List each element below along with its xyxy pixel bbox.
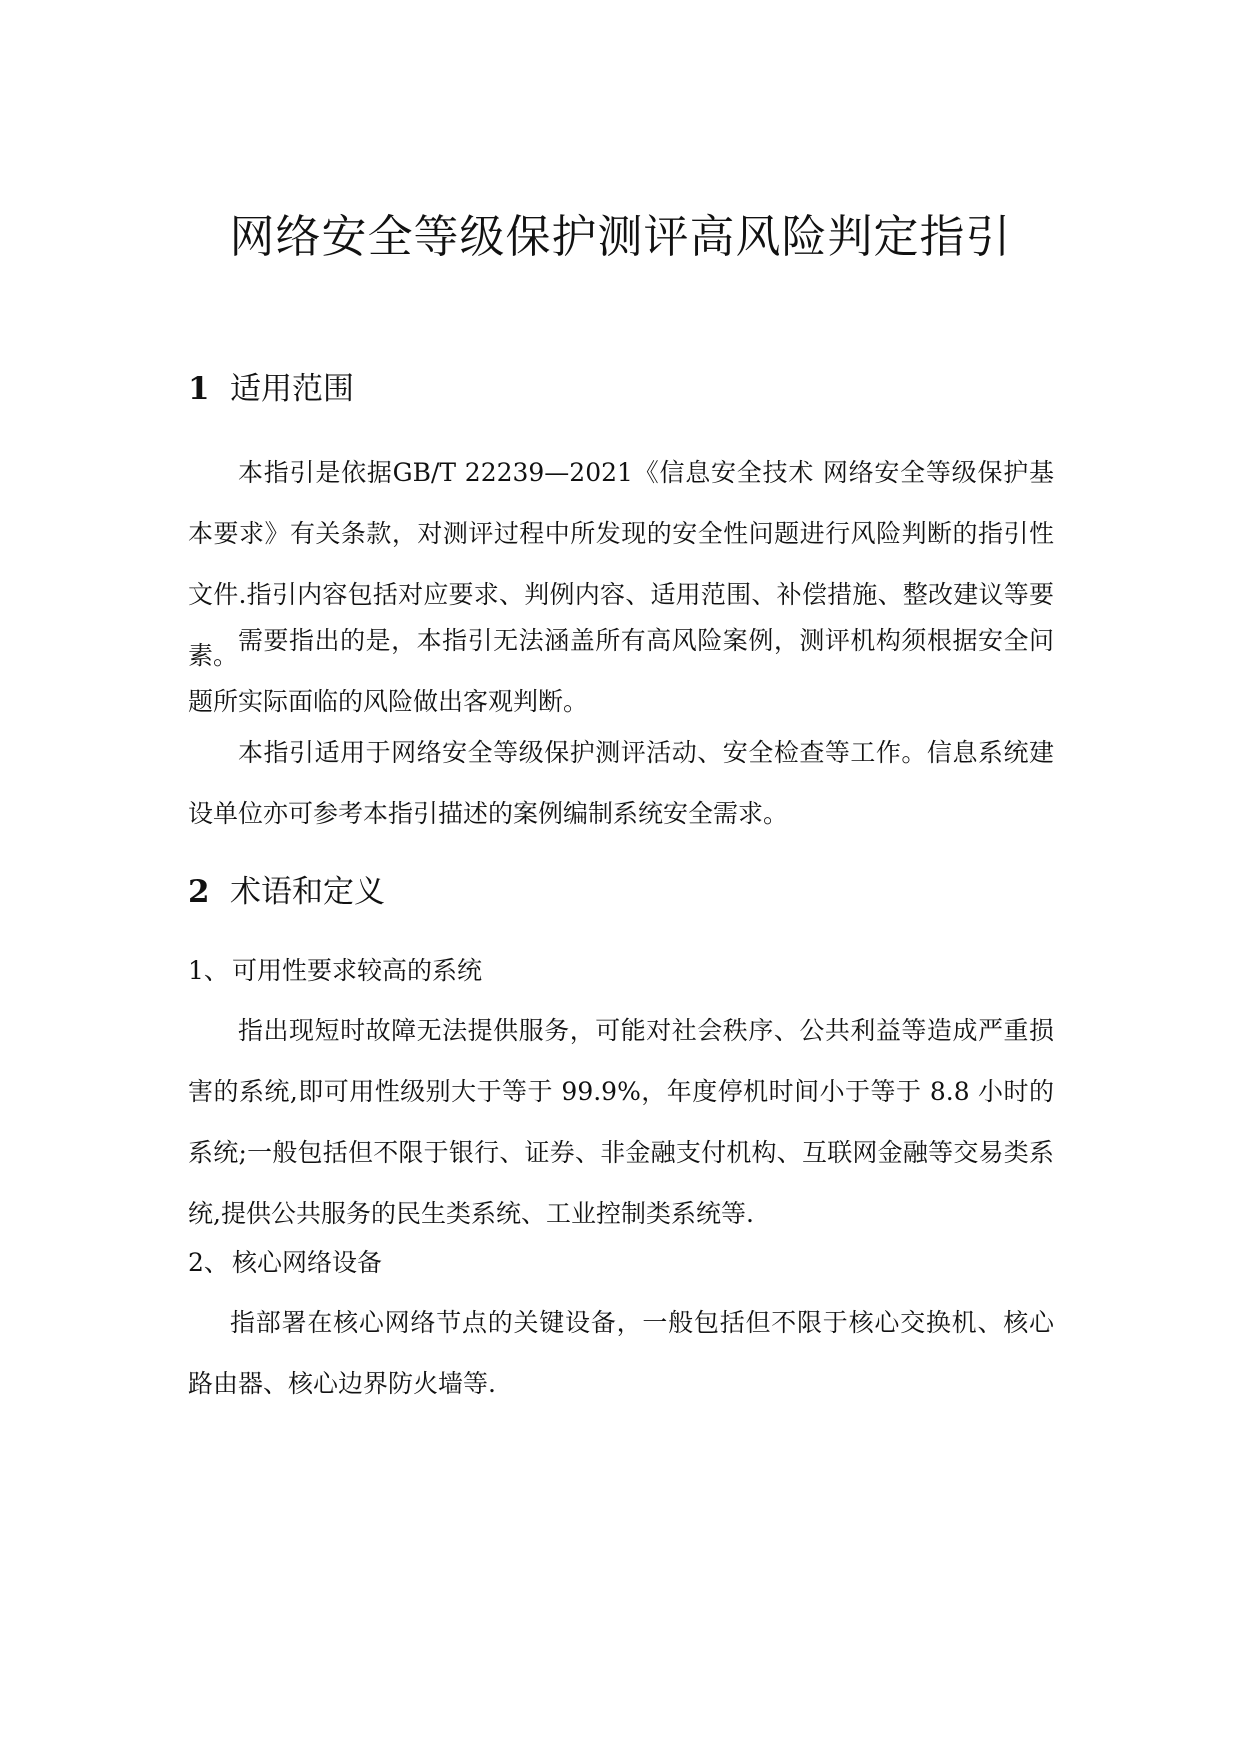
section-number: 1 bbox=[188, 371, 210, 407]
document-title: 网络安全等级保护测评高风险判定指引 bbox=[229, 210, 1012, 263]
paragraph: 本指引是依据GB/T 22239—2021《信息安全技术 网络安全等级保护基本要求》有关条款，对测评过程中所发现的安全性问题进行风险判断的指引性文件.指引内容包括对应要求、判例内容、适用范围、补偿措施、整改建议等要素。 bbox=[188, 458, 1054, 670]
term-name: 核心网络设备 bbox=[232, 1248, 383, 1277]
term-number: 2、 bbox=[188, 1248, 229, 1277]
term-definition: 指出现短时故障无法提供服务，可能对社会秩序、公共利益等造成严重损害的系统,即可用性级别大于等于 99.9%，年度停机时间小于等于 8.8 小时的系统;一般包括但不限于银行、证券、非金融支付机构、互联网金融等交易类系统,提供公共服务的民生类系统、工业控制类系统等. bbox=[188, 1016, 1054, 1228]
term-heading-2 bbox=[188, 1243, 382, 1283]
paragraph: 本指引适用于网络安全等级保护测评活动、安全检查等工作。信息系统建设单位亦可参考本指引描述的案例编制系统安全需求。 bbox=[188, 738, 1054, 828]
section-title: 适用范围 bbox=[230, 371, 354, 407]
term-name: 可用性要求较高的系统 bbox=[232, 956, 483, 985]
term-heading-1 bbox=[188, 951, 482, 991]
section-number: 2 bbox=[188, 874, 210, 910]
term-number: 1、 bbox=[188, 956, 229, 985]
term-definition: 指部署在核心网络节点的关键设备，一般包括但不限于核心交换机、核心路由器、核心边界防火墙等. bbox=[188, 1308, 1054, 1398]
section-title: 术语和定义 bbox=[230, 874, 385, 910]
section-heading-2 bbox=[188, 872, 385, 912]
section-heading-1 bbox=[188, 369, 354, 409]
paragraph: 需要指出的是，本指引无法涵盖所有高风险案例，测评机构须根据安全问题所实际面临的风险做出客观判断。 bbox=[188, 626, 1054, 716]
